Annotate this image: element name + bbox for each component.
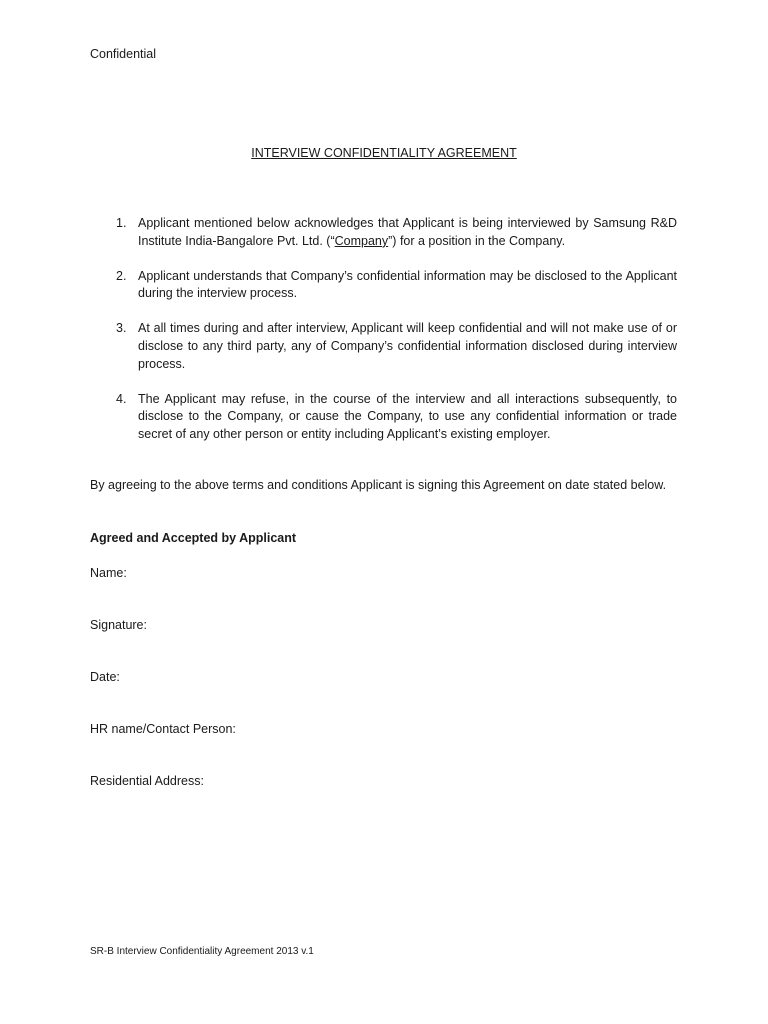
clause-number: 1. [116,216,127,230]
name-field-label: Name: [90,566,127,580]
clause-text: Applicant understands that Company’s confidential information may be disclosed to the Applicant during the interview process. [138,268,677,301]
clause-list [90,215,677,461]
clause-number: 4. [116,391,127,406]
clause-text: At all times during and after interview, Applicant will keep confidential and will not make use of or disclose to any third party, any of Company’s confidential information disclosed during interview process. [138,321,677,371]
clause-1 [90,215,677,251]
document-title [0,146,768,160]
clause-3 [90,320,677,373]
clause-text: ”) for a position in the Company. [388,233,566,248]
confidential-header: Confidential [90,47,157,61]
clause-number: 2. [116,268,127,283]
signature-field-label: Signature: [90,618,147,632]
clause-text: The Applicant may refuse, in the course of the interview and all interactions subsequently, to disclose to the Company, or cause the Company, to use any confidential information or trade secret of any other person or entity including Applicant’s existing employer. [138,391,677,442]
agreement-statement: By agreeing to the above terms and conditions Applicant is signing this Agreement on date stated below. [90,478,667,492]
clause-4 [90,391,677,444]
clause-text: Applicant mentioned below acknowledges that Applicant is being interviewed by Samsung R&D Institute India-Bangalore Pvt. Ltd. (“ [138,216,677,248]
hr-contact-field-label: HR name/Contact Person: [90,722,236,736]
clause-number: 3. [116,321,127,336]
company-defined-term: Company [334,233,389,248]
address-field-label: Residential Address: [90,774,204,788]
document-footer: SR-B Interview Confidentiality Agreement 2013 v.1 [90,946,314,957]
document-title-text: INTERVIEW CONFIDENTIALITY AGREEMENT [251,146,517,160]
date-field-label: Date: [90,670,120,684]
acceptance-heading: Agreed and Accepted by Applicant [90,531,297,545]
clause-2 [90,268,677,304]
